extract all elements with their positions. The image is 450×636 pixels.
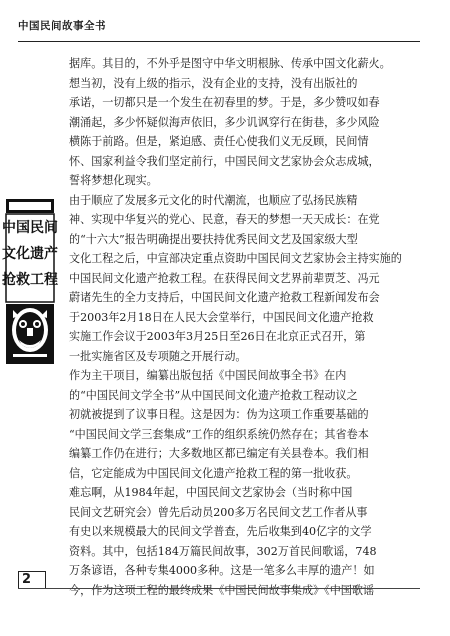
text-line: 一批实施省区及专项随之开展行动。: [69, 350, 247, 363]
footer-rule: [18, 588, 420, 589]
text-line: 信，它定能成为中国民间文化遗产抢救工程的第一批收获。: [69, 467, 358, 480]
text-line: 民间文艺研究会）曾先后动员200多万名民间文艺工作者从事: [69, 506, 368, 519]
text-line: 今，作为这项工程的最终成果《中国民间故事集成》《中国歌谣: [69, 584, 375, 597]
svg-text:中国民间: 中国民间: [2, 220, 58, 236]
text-line: 于2003年2月18日在人民大会堂举行，中国民间文化遗产抢救: [69, 311, 374, 324]
text-line: 有史以来规模最大的民间文学普查，先后收集到40亿字的文学: [69, 525, 372, 538]
text-line: 万条谚语，各种专集4000多种。这是一笔多么丰厚的遗产！如: [69, 564, 375, 577]
text-line: 的“十六大”报告明确提出要扶持优秀民间文艺及国家级大型: [69, 233, 358, 246]
text-line: 实施工作会议于2003年3月25日至26日在北京正式召开，第: [69, 330, 366, 343]
text-line: 誓将梦想化现实。: [69, 174, 158, 187]
text-line: 据库。其目的，不外乎是图守中华文明根脉、传承中国文化薪火。: [69, 57, 391, 70]
text-line: 文化工程之后，中宣部决定重点资助中国民间文艺家协会主持实施的: [69, 252, 402, 265]
text-line: 编纂工作仍在进行；大多数地区都已编定有关县卷本。我们相: [69, 447, 369, 460]
text-line: 难忘啊，从1984年起，中国民间文艺家协会（当时称中国: [69, 486, 353, 499]
text-line: 想当初，没有上级的指示，没有企业的支持，没有出版社的: [69, 77, 358, 90]
page-number: 2: [18, 571, 46, 589]
text-line: 由于顺应了发展多元文化的时代潮流，也顺应了弘扬民族精: [69, 194, 358, 207]
text-line: 怀、国家利益令我们坚定前行，中国民间文艺家协会众志成城，: [69, 155, 380, 168]
text-line: 中国民间文化遗产抢救工程。在获得民间文艺界前辈贾芝、冯元: [69, 272, 380, 285]
book-title: 中国民间故事全书: [18, 20, 106, 32]
text-line: 横陈于前路。但是，紧迫感、责任心使我们义无反顾，民间情: [69, 135, 369, 148]
svg-text:抢救工程: 抢救工程: [2, 272, 58, 288]
text-line: “中国民间文学三套集成”工作的组织系统仍然存在；其省卷本: [69, 428, 369, 441]
text-line: 资料。其中，包括184万篇民间故事，302万首民间歌谣，748: [69, 545, 377, 558]
svg-text:文化遗产: 文化遗产: [2, 246, 58, 262]
text-line: 蔚诸先生的全力支持后，中国民间文化遗产抢救工程新闻发布会: [69, 291, 380, 304]
project-emblem-icon: [2, 198, 58, 366]
text-line: 潮涌起，多少怀疑似海声依旧，多少讥讽穿行在街巷，多少风险: [69, 116, 380, 129]
text-line: 初就被提到了议事日程。这是因为：伪为这项工作重要基础的: [69, 408, 369, 421]
text-line: 承诺，一切都只是一个发生在初春里的梦。于是，多少赞叹如春: [69, 96, 380, 109]
text-line: 作为主干项目，编纂出版包括《中国民间故事全书》在内: [69, 369, 347, 382]
text-line: 神、实现中华复兴的党心、民意，春天的梦想一天天成长：在党: [69, 213, 380, 226]
text-line: 的“中国民间文学全书”从中国民间文化遗产抢救工程动议之: [69, 389, 358, 402]
